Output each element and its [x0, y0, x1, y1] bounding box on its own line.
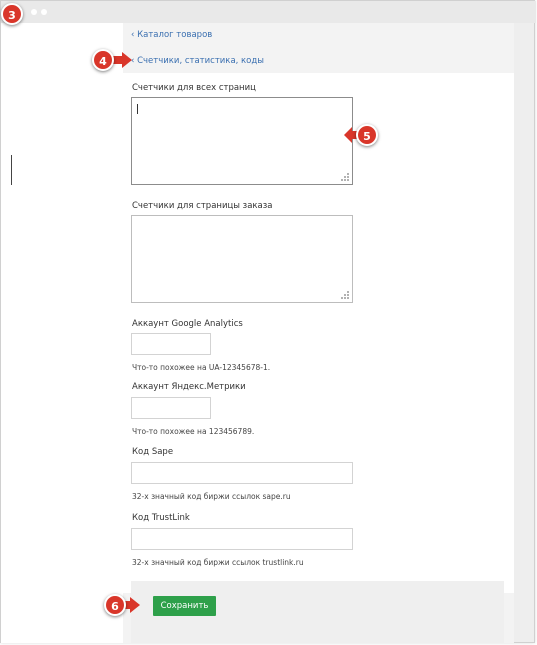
trustlink-hint: 32-х значный код биржи ссылок trustlink.ru	[132, 558, 304, 567]
sape-hint: 32-х значный код биржи ссылок sape.ru	[132, 492, 291, 501]
ga-account-input[interactable]	[131, 333, 211, 355]
save-button[interactable]: Сохранить	[153, 596, 216, 616]
resize-handle-icon[interactable]	[341, 291, 349, 299]
all-pages-textarea[interactable]	[131, 97, 353, 185]
sape-label: Код Sape	[132, 447, 174, 457]
all-pages-label: Счетчики для всех страниц	[132, 83, 256, 93]
form-footer	[131, 581, 504, 643]
window-titlebar	[1, 1, 536, 23]
trustlink-code-input[interactable]	[131, 528, 353, 550]
annotation-badge-3: 3	[1, 3, 23, 25]
sape-code-input[interactable]	[131, 462, 353, 484]
form-panel	[123, 73, 514, 593]
order-page-label: Счетчики для страницы заказа	[132, 201, 273, 211]
annotation-badge-4: 4	[92, 49, 114, 71]
counters-link[interactable]: ‹ Счетчики, статистика, коды	[131, 56, 264, 66]
text-cursor-marker	[11, 155, 12, 185]
ym-hint: Что-то похожее на 123456789.	[132, 427, 255, 436]
window-dot-icon	[41, 9, 47, 15]
left-gutter	[1, 23, 123, 643]
annotation-badge-6: 6	[104, 594, 126, 616]
trustlink-label: Код TrustLink	[132, 513, 190, 523]
text-cursor	[137, 104, 138, 114]
order-page-textarea[interactable]	[131, 215, 353, 303]
window-dot-icon	[31, 9, 37, 15]
ga-label: Аккаунт Google Analytics	[132, 319, 243, 329]
ym-label: Аккаунт Яндекс.Метрики	[132, 382, 246, 392]
ga-hint: Что-то похожее на UA-12345678-1.	[132, 363, 271, 372]
annotation-badge-5: 5	[356, 124, 378, 146]
catalog-link[interactable]: ‹ Каталог товаров	[131, 30, 213, 40]
settings-content	[123, 23, 514, 643]
resize-handle-icon[interactable]	[341, 173, 349, 181]
ym-account-input[interactable]	[131, 397, 211, 419]
